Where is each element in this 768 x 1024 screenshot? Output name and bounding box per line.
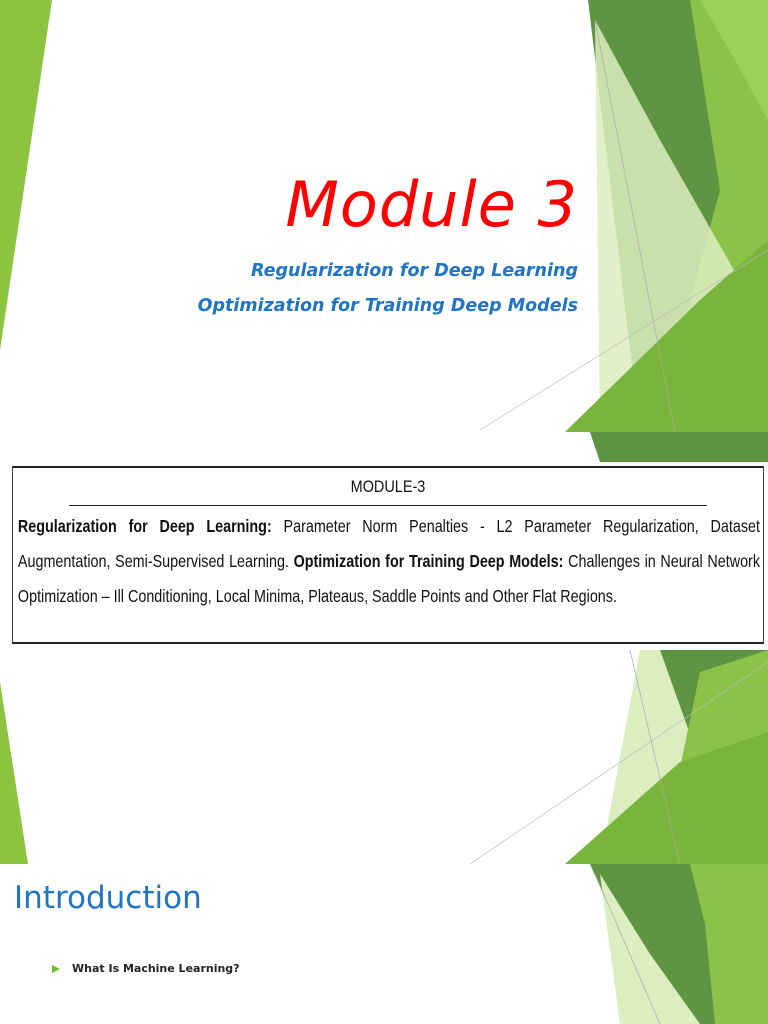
bullet-arrow-icon [52, 965, 60, 973]
subtitle-regularization: Regularization for Deep Learning [251, 261, 578, 281]
bullet-text: What Is Machine Learning? [72, 962, 240, 975]
syllabus-slide [0, 432, 768, 864]
syllabus-topic-optimization: Optimization for Training Deep Models: [293, 551, 564, 571]
module-title: Module 3 [285, 168, 578, 241]
title-slide [0, 0, 768, 432]
introduction-slide [0, 864, 768, 1024]
left-green-wedge [0, 0, 52, 350]
subtitle-optimization: Optimization for Training Deep Models [197, 296, 578, 316]
syllabus-text-optimization: Challenges in Neural Network Optimization – Ill Conditioning, Local Minima, Plateaus, Saddle Points and Other Flat Regions. [17, 551, 761, 606]
syllabus-text-regularization: Parameter Norm Penalties - L2 Parameter Regularization, Dataset Augmentation, Semi-Supervised Learning. [17, 516, 761, 571]
bullet-item [52, 962, 240, 975]
introduction-title: Introduction [14, 880, 202, 916]
syllabus-body [13, 506, 765, 614]
syllabus-table [12, 466, 764, 644]
syllabus-topic-regularization: Regularization for Deep Learning: [17, 516, 272, 536]
syllabus-header: MODULE-3 [69, 468, 707, 506]
top-right-green-strip [590, 432, 768, 462]
